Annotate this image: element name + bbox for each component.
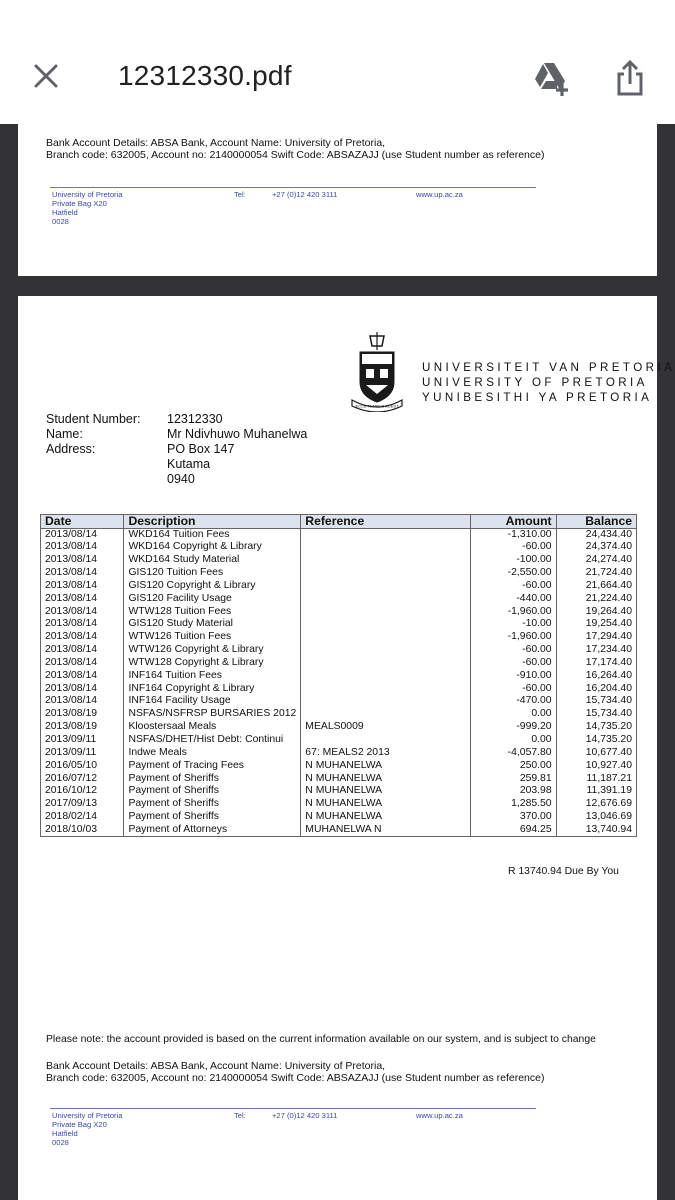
cell-date: 2013/08/14 <box>41 606 124 619</box>
table-row <box>41 683 637 696</box>
cell-description: WTW126 Copyright & Library <box>124 644 301 657</box>
cell-balance: 24,434.40 <box>556 529 636 542</box>
address-line-1: PO Box 147 <box>167 442 235 456</box>
cell-amount: 1,285.50 <box>471 798 556 811</box>
table-row <box>41 708 637 721</box>
cell-reference <box>301 734 471 747</box>
cell-reference <box>301 695 471 708</box>
cell-date: 2013/08/14 <box>41 683 124 696</box>
cell-reference: MEALS0009 <box>301 721 471 734</box>
cell-date: 2013/08/19 <box>41 708 124 721</box>
cell-amount: -470.00 <box>471 695 556 708</box>
cell-amount: -4,057.80 <box>471 747 556 760</box>
cell-reference: N MUHANELWA <box>301 760 471 773</box>
footer-tel-label-p2: Tel: <box>234 1111 246 1120</box>
table-row <box>41 798 637 811</box>
account-note: Please note: the account provided is based on the current information available on our system, and is subject to change <box>46 1034 596 1045</box>
cell-balance: 13,740.94 <box>556 824 636 837</box>
cell-description: Payment of Attorneys <box>124 824 301 837</box>
table-row <box>41 541 637 554</box>
cell-balance: 14,735.20 <box>556 734 636 747</box>
footer-website-p2: www.up.ac.za <box>416 1111 463 1120</box>
cell-date: 2017/09/13 <box>41 798 124 811</box>
cell-balance: 11,187.21 <box>556 773 636 786</box>
cell-description: GIS120 Study Material <box>124 618 301 631</box>
table-row <box>41 529 637 542</box>
cell-date: 2013/08/14 <box>41 644 124 657</box>
add-to-drive-button[interactable] <box>530 56 574 100</box>
cell-reference <box>301 567 471 580</box>
cell-reference <box>301 631 471 644</box>
university-crest-icon <box>346 330 408 412</box>
table-row <box>41 695 637 708</box>
cell-description: Kloostersaal Meals <box>124 721 301 734</box>
cell-reference: N MUHANELWA <box>301 798 471 811</box>
cell-balance: 19,254.40 <box>556 618 636 631</box>
crest-motto: ECCE TEMPUS ADEST <box>355 403 399 409</box>
address-label: Address: <box>46 442 96 456</box>
add-to-drive-icon <box>532 60 572 96</box>
cell-description: Payment of Sheriffs <box>124 811 301 824</box>
table-row <box>41 734 637 747</box>
cell-description: GIS120 Copyright & Library <box>124 580 301 593</box>
cell-balance: 19,264.40 <box>556 606 636 619</box>
cell-reference: 67: MEALS2 2013 <box>301 747 471 760</box>
table-row <box>41 811 637 824</box>
cell-amount: -2,550.00 <box>471 567 556 580</box>
table-row <box>41 721 637 734</box>
footer-address: University of Pretoria Private Bag X20 Hatfield 0028 <box>52 190 123 226</box>
cell-reference <box>301 657 471 670</box>
cell-amount: -10.00 <box>471 618 556 631</box>
cell-date: 2016/07/12 <box>41 773 124 786</box>
cell-amount: 370.00 <box>471 811 556 824</box>
cell-balance: 24,274.40 <box>556 554 636 567</box>
cell-description: WTW126 Tuition Fees <box>124 631 301 644</box>
statement-table <box>40 514 637 837</box>
student-name: Mr Ndivhuwo Muhanelwa <box>167 427 308 441</box>
cell-date: 2013/08/14 <box>41 541 124 554</box>
cell-description: Payment of Sheriffs <box>124 798 301 811</box>
cell-reference <box>301 618 471 631</box>
cell-balance: 21,224.40 <box>556 593 636 606</box>
footer-divider <box>50 187 536 188</box>
cell-balance: 10,677.40 <box>556 747 636 760</box>
cell-date: 2013/09/11 <box>41 747 124 760</box>
cell-amount: -999.20 <box>471 721 556 734</box>
cell-date: 2013/08/14 <box>41 631 124 644</box>
name-label: Name: <box>46 427 83 441</box>
cell-amount: -100.00 <box>471 554 556 567</box>
footer-tel: +27 (0)12 420 3111 <box>272 190 338 199</box>
address-line-3: 0940 <box>167 472 195 486</box>
table-row <box>41 760 637 773</box>
cell-description: NSFAS/NSFRSP BURSARIES 2012 <box>124 708 301 721</box>
pdf-page-2 <box>18 296 675 1200</box>
cell-balance: 12,676.69 <box>556 798 636 811</box>
cell-amount: -1,960.00 <box>471 606 556 619</box>
cell-balance: 21,724.40 <box>556 567 636 580</box>
university-name: UNIVERSITEIT VAN PRETORIA UNIVERSITY OF PRETORIA YUNIBESITHI YA PRETORIA <box>422 361 675 404</box>
header-reference: Reference <box>301 515 471 529</box>
cell-reference: MUHANELWA N <box>301 824 471 837</box>
cell-description: NSFAS/DHET/Hist Debt: Continui <box>124 734 301 747</box>
footer-divider-p2 <box>50 1108 536 1109</box>
cell-balance: 16,204.40 <box>556 683 636 696</box>
cell-reference <box>301 683 471 696</box>
app-bar <box>0 0 675 124</box>
cell-balance: 11,391.19 <box>556 785 636 798</box>
address-line-2: Kutama <box>167 457 211 471</box>
bank-details-line-2: Branch code: 632005, Account no: 2140000054 Swift Code: ABSAZAJJ (use Student number as reference) <box>46 149 545 161</box>
header-balance: Balance <box>556 515 636 529</box>
cell-amount: -60.00 <box>471 541 556 554</box>
cell-description: INF164 Facility Usage <box>124 695 301 708</box>
cell-reference <box>301 606 471 619</box>
cell-amount: -440.00 <box>471 593 556 606</box>
header-amount: Amount <box>471 515 556 529</box>
table-row <box>41 618 637 631</box>
footer-tel-label: Tel: <box>234 190 246 199</box>
table-row <box>41 657 637 670</box>
cell-amount: -1,310.00 <box>471 529 556 542</box>
cell-description: INF164 Tuition Fees <box>124 670 301 683</box>
table-row <box>41 773 637 786</box>
cell-reference: N MUHANELWA <box>301 811 471 824</box>
footer-address-p2: University of Pretoria Private Bag X20 Hatfield 0028 <box>52 1111 123 1147</box>
close-button[interactable] <box>26 56 66 96</box>
student-number-label: Student Number: <box>46 412 141 426</box>
cell-description: GIS120 Facility Usage <box>124 593 301 606</box>
cell-amount: 250.00 <box>471 760 556 773</box>
bank-details-line-1-p2: Bank Account Details: ABSA Bank, Account Name: University of Pretoria, <box>46 1060 386 1072</box>
cell-description: WTW128 Copyright & Library <box>124 657 301 670</box>
cell-description: WKD164 Tuition Fees <box>124 529 301 542</box>
cell-date: 2013/08/14 <box>41 618 124 631</box>
cell-balance: 13,046.69 <box>556 811 636 824</box>
student-number: 12312330 <box>167 412 223 426</box>
cell-amount: 259.81 <box>471 773 556 786</box>
cell-balance: 16,264.40 <box>556 670 636 683</box>
cell-amount: -60.00 <box>471 580 556 593</box>
bank-details-line-1: Bank Account Details: ABSA Bank, Account Name: University of Pretoria, <box>46 137 386 149</box>
table-row <box>41 631 637 644</box>
cell-amount: -60.00 <box>471 644 556 657</box>
document-title: 12312330.pdf <box>118 60 292 91</box>
cell-description: GIS120 Tuition Fees <box>124 567 301 580</box>
cell-date: 2013/08/14 <box>41 529 124 542</box>
close-icon <box>33 63 59 89</box>
cell-amount: -60.00 <box>471 683 556 696</box>
cell-reference <box>301 670 471 683</box>
cell-amount: -910.00 <box>471 670 556 683</box>
cell-reference <box>301 529 471 542</box>
cell-amount: 0.00 <box>471 734 556 747</box>
cell-description: INF164 Copyright & Library <box>124 683 301 696</box>
cell-reference <box>301 554 471 567</box>
cell-date: 2016/05/10 <box>41 760 124 773</box>
table-row <box>41 785 637 798</box>
cell-reference <box>301 593 471 606</box>
table-row <box>41 593 637 606</box>
cell-balance: 15,734.40 <box>556 695 636 708</box>
cell-date: 2018/02/14 <box>41 811 124 824</box>
share-icon <box>615 58 645 98</box>
cell-date: 2016/10/12 <box>41 785 124 798</box>
cell-reference <box>301 644 471 657</box>
cell-description: WKD164 Study Material <box>124 554 301 567</box>
cell-description: Payment of Tracing Fees <box>124 760 301 773</box>
cell-date: 2013/08/14 <box>41 593 124 606</box>
cell-amount: -1,960.00 <box>471 631 556 644</box>
cell-balance: 17,174.40 <box>556 657 636 670</box>
cell-date: 2013/08/14 <box>41 695 124 708</box>
table-row <box>41 580 637 593</box>
header-description: Description <box>124 515 301 529</box>
cell-balance: 24,374.40 <box>556 541 636 554</box>
bank-details-line-2-p2: Branch code: 632005, Account no: 2140000054 Swift Code: ABSAZAJJ (use Student number as reference) <box>46 1072 545 1084</box>
cell-reference <box>301 580 471 593</box>
cell-balance: 17,234.40 <box>556 644 636 657</box>
cell-balance: 21,664.40 <box>556 580 636 593</box>
cell-amount: 203.98 <box>471 785 556 798</box>
cell-date: 2013/09/11 <box>41 734 124 747</box>
cell-balance: 10,927.40 <box>556 760 636 773</box>
cell-description: Indwe Meals <box>124 747 301 760</box>
cell-date: 2013/08/14 <box>41 657 124 670</box>
table-row <box>41 747 637 760</box>
cell-description: Payment of Sheriffs <box>124 785 301 798</box>
table-row <box>41 670 637 683</box>
cell-amount: 0.00 <box>471 708 556 721</box>
cell-date: 2013/08/19 <box>41 721 124 734</box>
cell-amount: 694.25 <box>471 824 556 837</box>
table-row <box>41 554 637 567</box>
cell-amount: -60.00 <box>471 657 556 670</box>
cell-date: 2018/10/03 <box>41 824 124 837</box>
cell-description: WKD164 Copyright & Library <box>124 541 301 554</box>
table-row <box>41 567 637 580</box>
cell-balance: 14,735.20 <box>556 721 636 734</box>
table-header-row <box>41 515 637 529</box>
statement-rows <box>41 529 637 837</box>
table-row <box>41 606 637 619</box>
cell-date: 2013/08/14 <box>41 670 124 683</box>
cell-reference <box>301 541 471 554</box>
cell-reference <box>301 708 471 721</box>
cell-date: 2013/08/14 <box>41 580 124 593</box>
cell-date: 2013/08/14 <box>41 567 124 580</box>
cell-date: 2013/08/14 <box>41 554 124 567</box>
cell-reference: N MUHANELWA <box>301 773 471 786</box>
share-button[interactable] <box>608 54 652 102</box>
footer-tel-p2: +27 (0)12 420 3111 <box>272 1111 338 1120</box>
cell-balance: 15,734.40 <box>556 708 636 721</box>
cell-balance: 17,294.40 <box>556 631 636 644</box>
table-row <box>41 824 637 837</box>
header-date: Date <box>41 515 124 529</box>
cell-description: WTW128 Tuition Fees <box>124 606 301 619</box>
footer-website: www.up.ac.za <box>416 190 463 199</box>
cell-reference: N MUHANELWA <box>301 785 471 798</box>
table-row <box>41 644 637 657</box>
pdf-page-1 <box>18 124 657 276</box>
cell-description: Payment of Sheriffs <box>124 773 301 786</box>
amount-due: R 13740.94 Due By You <box>508 866 619 877</box>
